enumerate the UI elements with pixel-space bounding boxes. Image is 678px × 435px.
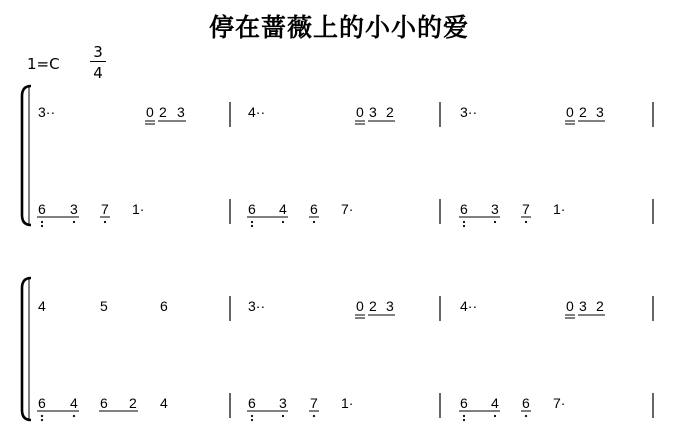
note: 1· xyxy=(553,201,566,217)
lower-octave-dot xyxy=(494,415,496,417)
note: 7· xyxy=(553,395,566,411)
note: 4 xyxy=(279,201,287,217)
note: 3 xyxy=(386,298,394,314)
note: 7 xyxy=(101,201,109,217)
lower-octave-dot xyxy=(313,221,315,223)
lower-octave-dot xyxy=(73,415,75,417)
note: 6 xyxy=(160,298,168,314)
lower-octave-dot xyxy=(463,415,465,417)
lower-octave-dot xyxy=(494,221,496,223)
note: 4·· xyxy=(460,298,478,314)
note: 3 xyxy=(369,104,377,120)
note: 0 xyxy=(146,104,154,120)
note: 1· xyxy=(132,201,145,217)
lower-octave-dot xyxy=(463,419,465,421)
lower-octave-dot xyxy=(282,415,284,417)
lower-octave-dot xyxy=(463,225,465,227)
note: 2 xyxy=(129,395,137,411)
lower-octave-dot xyxy=(251,419,253,421)
note: 3·· xyxy=(248,298,266,314)
lower-octave-dot xyxy=(463,221,465,223)
note: 4 xyxy=(38,298,46,314)
note: 1· xyxy=(341,395,354,411)
note: 6 xyxy=(460,395,468,411)
note: 0 xyxy=(566,104,574,120)
note: 3 xyxy=(596,104,604,120)
note: 6 xyxy=(100,395,108,411)
lower-octave-dot xyxy=(313,415,315,417)
note: 6 xyxy=(522,395,530,411)
note: 3·· xyxy=(38,104,56,120)
time-signature-denominator: 4 xyxy=(93,64,103,82)
note: 3 xyxy=(70,201,78,217)
note: 4 xyxy=(491,395,499,411)
note: 2 xyxy=(596,298,604,314)
note: 3 xyxy=(177,104,185,120)
note: 6 xyxy=(310,201,318,217)
key-signature: 1=C xyxy=(27,55,60,73)
system-brace xyxy=(22,86,31,225)
note: 7· xyxy=(341,201,354,217)
lower-octave-dot xyxy=(251,225,253,227)
lower-octave-dot xyxy=(41,225,43,227)
note: 6 xyxy=(460,201,468,217)
note: 2 xyxy=(159,104,167,120)
note: 2 xyxy=(369,298,377,314)
lower-octave-dot xyxy=(73,221,75,223)
note: 5 xyxy=(100,298,108,314)
note: 0 xyxy=(356,298,364,314)
note: 6 xyxy=(38,201,46,217)
note: 3·· xyxy=(460,104,478,120)
lower-octave-dot xyxy=(41,415,43,417)
note: 2 xyxy=(386,104,394,120)
note: 0 xyxy=(356,104,364,120)
note: 3 xyxy=(279,395,287,411)
lower-octave-dot xyxy=(525,415,527,417)
note: 7 xyxy=(310,395,318,411)
lower-octave-dot xyxy=(104,221,106,223)
note: 6 xyxy=(248,395,256,411)
score-title: 停在蔷薇上的小小的爱 xyxy=(208,13,469,42)
time-signature-numerator: 3 xyxy=(93,43,103,61)
lower-octave-dot xyxy=(41,419,43,421)
note: 6 xyxy=(38,395,46,411)
lower-octave-dot xyxy=(251,221,253,223)
note: 0 xyxy=(566,298,574,314)
note: 7 xyxy=(522,201,530,217)
lower-octave-dot xyxy=(251,415,253,417)
note: 4·· xyxy=(248,104,266,120)
note: 4 xyxy=(70,395,78,411)
lower-octave-dot xyxy=(282,221,284,223)
note: 3 xyxy=(491,201,499,217)
system-brace xyxy=(22,278,31,420)
note: 2 xyxy=(579,104,587,120)
note: 6 xyxy=(248,201,256,217)
lower-octave-dot xyxy=(525,221,527,223)
note: 4 xyxy=(160,395,168,411)
lower-octave-dot xyxy=(41,221,43,223)
note: 3 xyxy=(579,298,587,314)
